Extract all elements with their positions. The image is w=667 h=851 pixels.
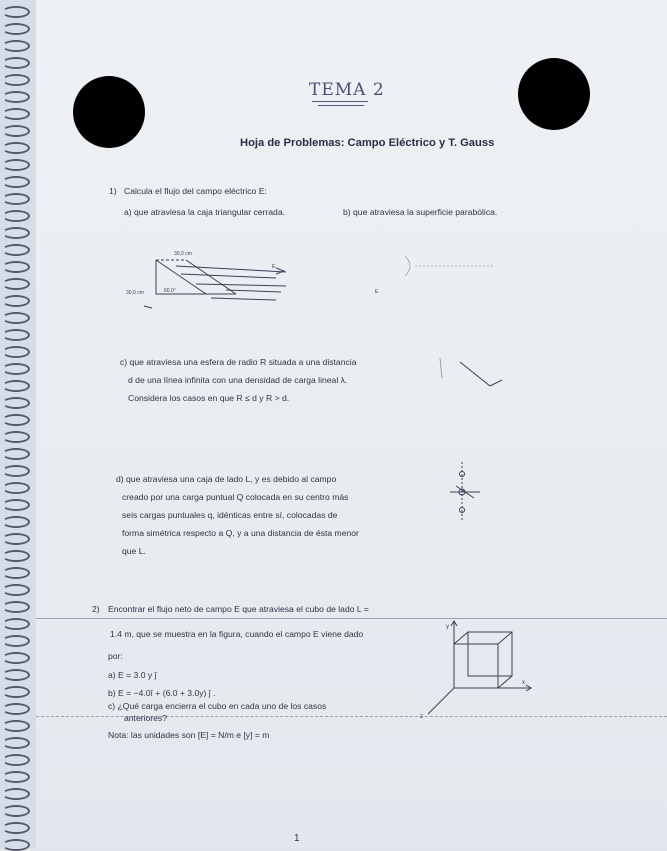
binding-coil: [2, 635, 30, 647]
figure-charges-box: [436, 458, 496, 528]
page-title: Hoja de Problemas: Campo Eléctrico y T. Gauss: [240, 137, 495, 149]
binding-coil: [2, 652, 30, 664]
fig-a-left-label: 30,0 cm: [126, 290, 144, 296]
axis-x-label: x: [522, 680, 525, 686]
binding-coil: [2, 414, 30, 426]
problem-2-number: 2): [92, 604, 100, 614]
binding-coil: [2, 329, 30, 341]
binding-coil: [2, 533, 30, 545]
problem-1b: b) que atraviesa la superficie parabólica.: [343, 207, 498, 217]
binding-coil: [2, 278, 30, 290]
fig-a-field-label: E: [272, 264, 276, 270]
problem-1c-line-2: d de una línea infinita con una densidad de carga lineal λ.: [128, 375, 348, 385]
problem-1c-line-1: c) que atraviesa una esfera de radio R situada a una distancia: [120, 357, 357, 367]
binding-coil: [2, 6, 30, 18]
binding-coil: [2, 312, 30, 324]
binding-coil: [2, 822, 30, 834]
problem-2c-line-2: anteriores?: [124, 713, 167, 723]
problem-2c-line-1: c) ¿Qué carga encierra el cubo en cada uno de los casos: [108, 701, 327, 711]
binding-coil: [2, 176, 30, 188]
problem-1-number: 1): [109, 186, 117, 196]
binding-coil: [2, 23, 30, 35]
binding-coil: [2, 686, 30, 698]
problem-1d-line-5: que L.: [122, 546, 146, 556]
binding-coil: [2, 805, 30, 817]
binding-coil: [2, 142, 30, 154]
handwritten-topic: TEMA 2: [309, 80, 385, 100]
axis-y-label: y: [446, 624, 449, 630]
binding-coil: [2, 74, 30, 86]
handwritten-underline-2: [318, 105, 364, 106]
binding-coil: [2, 397, 30, 409]
binding-coil: [2, 720, 30, 732]
fig-b-field-label: E: [375, 289, 379, 295]
binding-coil: [2, 40, 30, 52]
binding-coil: [2, 448, 30, 460]
punch-hole-left: [73, 76, 145, 148]
binding-coil: [2, 669, 30, 681]
spiral-binding: [0, 0, 36, 848]
problem-1d-line-4: forma simétrica respecto a Q, y a una distancia de ésta menor: [122, 528, 359, 538]
binding-coil: [2, 618, 30, 630]
binding-coil: [2, 703, 30, 715]
page-number: 1: [294, 833, 300, 844]
binding-coil: [2, 788, 30, 800]
binding-coil: [2, 91, 30, 103]
binding-coil: [2, 601, 30, 613]
problem-1d-line-1: d) que atraviesa una caja de lado L, y es debido al campo: [116, 474, 337, 484]
problem-2a: a) E = 3.0 y ĵ: [108, 670, 157, 680]
punch-hole-right: [518, 58, 590, 130]
fig-a-top-label: 30,0 cm: [174, 251, 192, 257]
binding-coil: [2, 159, 30, 171]
binding-coil: [2, 482, 30, 494]
section-divider: [36, 618, 667, 619]
figure-cube-axes: [418, 618, 538, 728]
problem-1a: a) que atraviesa la caja triangular cerrada.: [124, 207, 285, 217]
figure-sphere-and-line: [432, 354, 512, 399]
binding-coil: [2, 57, 30, 69]
problem-2-note: Nota: las unidades son [E] = N/m e [y] = m: [108, 730, 270, 740]
binding-coil: [2, 363, 30, 375]
binding-coil: [2, 499, 30, 511]
binding-coil: [2, 771, 30, 783]
handwritten-underline: [312, 101, 368, 102]
binding-coil: [2, 244, 30, 256]
problem-2b: b) E = −4.0î + (6.0 + 3.0y) ĵ .: [108, 688, 216, 698]
binding-coil: [2, 261, 30, 273]
binding-coil: [2, 550, 30, 562]
problem-2-line-2: 1.4 m, que se muestra en la figura, cuando el campo E viene dado: [110, 629, 364, 639]
binding-coil: [2, 210, 30, 222]
binding-coil: [2, 465, 30, 477]
binding-coil: [2, 125, 30, 137]
binding-coil: [2, 737, 30, 749]
problem-1d-line-3: seis cargas puntuales q, idénticas entre sí, colocadas de: [122, 510, 338, 520]
binding-coil: [2, 346, 30, 358]
fig-a-angle-label: 60.0°: [164, 288, 176, 294]
axis-z-label: z: [420, 714, 423, 720]
binding-coil: [2, 431, 30, 443]
binding-coil: [2, 567, 30, 579]
figure-parabolic-surface: [375, 252, 500, 297]
binding-coil: [2, 380, 30, 392]
binding-coil: [2, 754, 30, 766]
problem-2-line-3: por:: [108, 651, 123, 661]
binding-coil: [2, 516, 30, 528]
binding-coil: [2, 227, 30, 239]
problem-1-intro: Calcula el flujo del campo eléctrico E:: [124, 186, 267, 196]
binding-coil: [2, 108, 30, 120]
binding-coil: [2, 193, 30, 205]
problem-1c-line-3: Considera los casos en que R ≤ d y R > d.: [128, 393, 290, 403]
figure-triangular-box: [126, 246, 296, 316]
problem-2-line-1: Encontrar el flujo neto de campo E que atraviesa el cubo de lado L =: [108, 604, 369, 614]
problem-1d-line-2: creado por una carga puntual Q colocada en su centro más: [122, 492, 349, 502]
binding-coil: [2, 584, 30, 596]
binding-coil: [2, 295, 30, 307]
binding-coil: [2, 839, 30, 851]
